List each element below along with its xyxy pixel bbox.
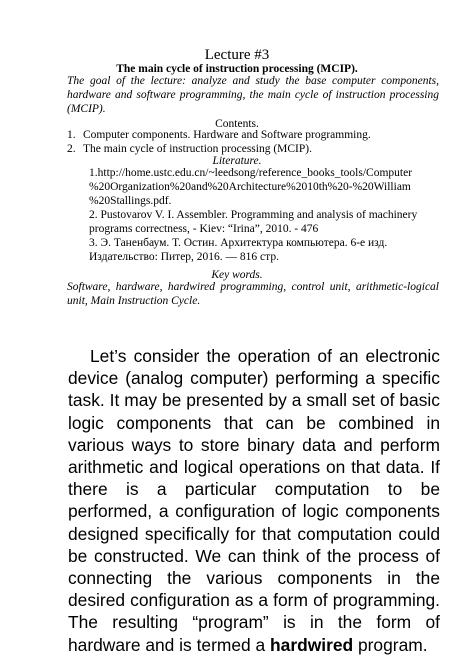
contents-list: [67, 128, 447, 156]
literature-heading: Literature.: [212, 155, 262, 167]
contents-item-number: 2.: [67, 143, 76, 155]
contents-item: [67, 128, 447, 142]
literature-list: [89, 166, 445, 264]
keywords-heading: Key words.: [211, 269, 263, 281]
literature-item: 2. Pustovarov V. I. Assembler. Programming and analysis of machinery programs correctness, - Kiev: “Irina”, 2010. - 476: [89, 209, 418, 235]
body-paragraph: [68, 345, 440, 656]
body-text-bold-term: hardwired: [270, 634, 354, 655]
keywords-text: Software, hardware, hardwired programming, control unit, arithmetic-logical unit, Main Instruction Cycle.: [67, 281, 439, 307]
body-text-main: Let’s consider the operation of an electronic device (analog computer) performing a specific task. It may be presented by a small set of basic logic components that can be combined in various ways to store binary data and perform arithmetic and logical operations on that data. If there is a particular computation to be performed, a configuration of logic components designed specifically for that computation could be constructed. We can think of the process of connecting the various components in the desired configuration as a form of programming. The resulting “program” is in the form of hardware and is termed a: [68, 346, 440, 655]
body-text-end: program.: [353, 634, 428, 655]
contents-heading: Contents.: [215, 118, 259, 130]
contents-item-text: Computer components. Hardware and Software programming.: [83, 129, 371, 141]
literature-item: 3. Э. Таненбаум. Т. Остин. Архитектура компьютера. 6-е изд. Издательство: Питер, 2016. — 816 стр.: [89, 237, 388, 263]
lecture-goal: The goal of the lecture: analyze and study the base computer components, hardware and software programming, the main cycle of instruction processing (MCIP).: [67, 75, 439, 115]
contents-item-text: The main cycle of instruction processing (MCIP).: [83, 143, 312, 155]
lecture-title: Lecture #3: [204, 47, 270, 63]
contents-item-number: 1.: [67, 129, 76, 141]
main-title: The main cycle of instruction processing (MCIP).: [116, 63, 358, 75]
literature-item: 1.http://home.ustc.edu.cn/~leedsong/reference_books_tools/Computer %20Organization%20and%20Architecture%2010th%20-%20William %20Stallings.pdf.: [89, 167, 413, 207]
